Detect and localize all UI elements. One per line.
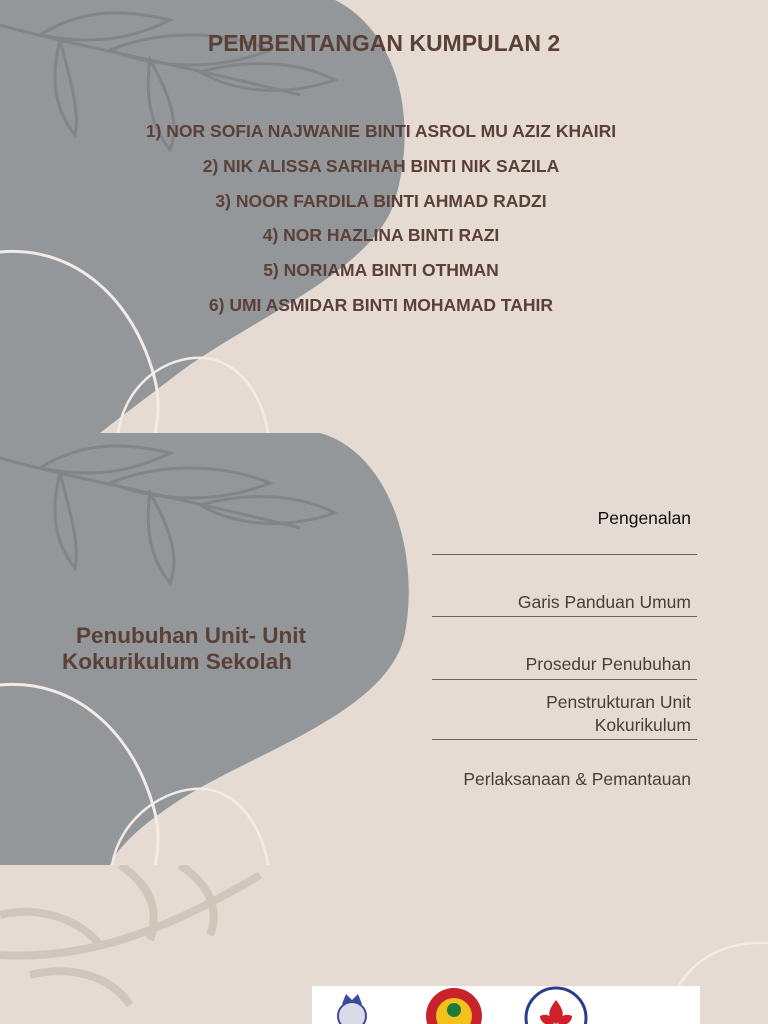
member-item: 2) NIK ALISSA SARIHAH BINTI NIK SAZILA [202, 155, 560, 176]
leaf-branch-icon [0, 865, 260, 1005]
slide-group-members [0, 0, 768, 433]
menu-item-label: Penstrukturan Unit [546, 692, 691, 712]
menu-item-garis-panduan[interactable]: Garis Panduan Umum [517, 592, 691, 612]
divider [432, 679, 697, 680]
member-item: 3) NOOR FARDILA BINTI AHMAD RADZI [215, 190, 547, 211]
slide-contents [0, 433, 768, 865]
member-item: 5) NORIAMA BINTI OTHMAN [263, 260, 499, 281]
divider [432, 739, 697, 740]
member-item: 1) NOR SOFIA NAJWANIE BINTI ASROL MU AZIZ KHAIRI [145, 121, 617, 141]
section-title-line: Penubuhan Unit- Unit [76, 623, 306, 648]
page-title: PEMBENTANGAN KUMPULAN 2 [207, 30, 561, 56]
member-item: 6) UMI ASMIDAR BINTI MOHAMAD TAHIR [208, 294, 554, 315]
logo-strip [312, 986, 700, 1024]
crown-crest-logo [338, 994, 366, 1024]
menu-item-prosedur[interactable]: Prosedur Penubuhan [525, 654, 691, 674]
menu-item-label: Kokurikulum [594, 715, 691, 735]
section-title [62, 623, 382, 675]
menu-item-perlaksanaan[interactable]: Perlaksanaan & Pemantauan [463, 769, 691, 789]
member-list [0, 119, 762, 328]
divider [432, 554, 697, 555]
section-title-line: Kokurikulum Sekolah [62, 649, 293, 674]
member-item: 4) NOR HAZLINA BINTI RAZI [262, 225, 500, 246]
fleur-de-lis-logo [526, 988, 586, 1024]
menu-item-penstrukturan[interactable] [431, 691, 691, 737]
badge-emblem-logo [426, 988, 482, 1024]
slide-logos [0, 865, 768, 1024]
divider [432, 616, 697, 617]
menu-item-pengenalan[interactable]: Pengenalan [597, 508, 691, 528]
